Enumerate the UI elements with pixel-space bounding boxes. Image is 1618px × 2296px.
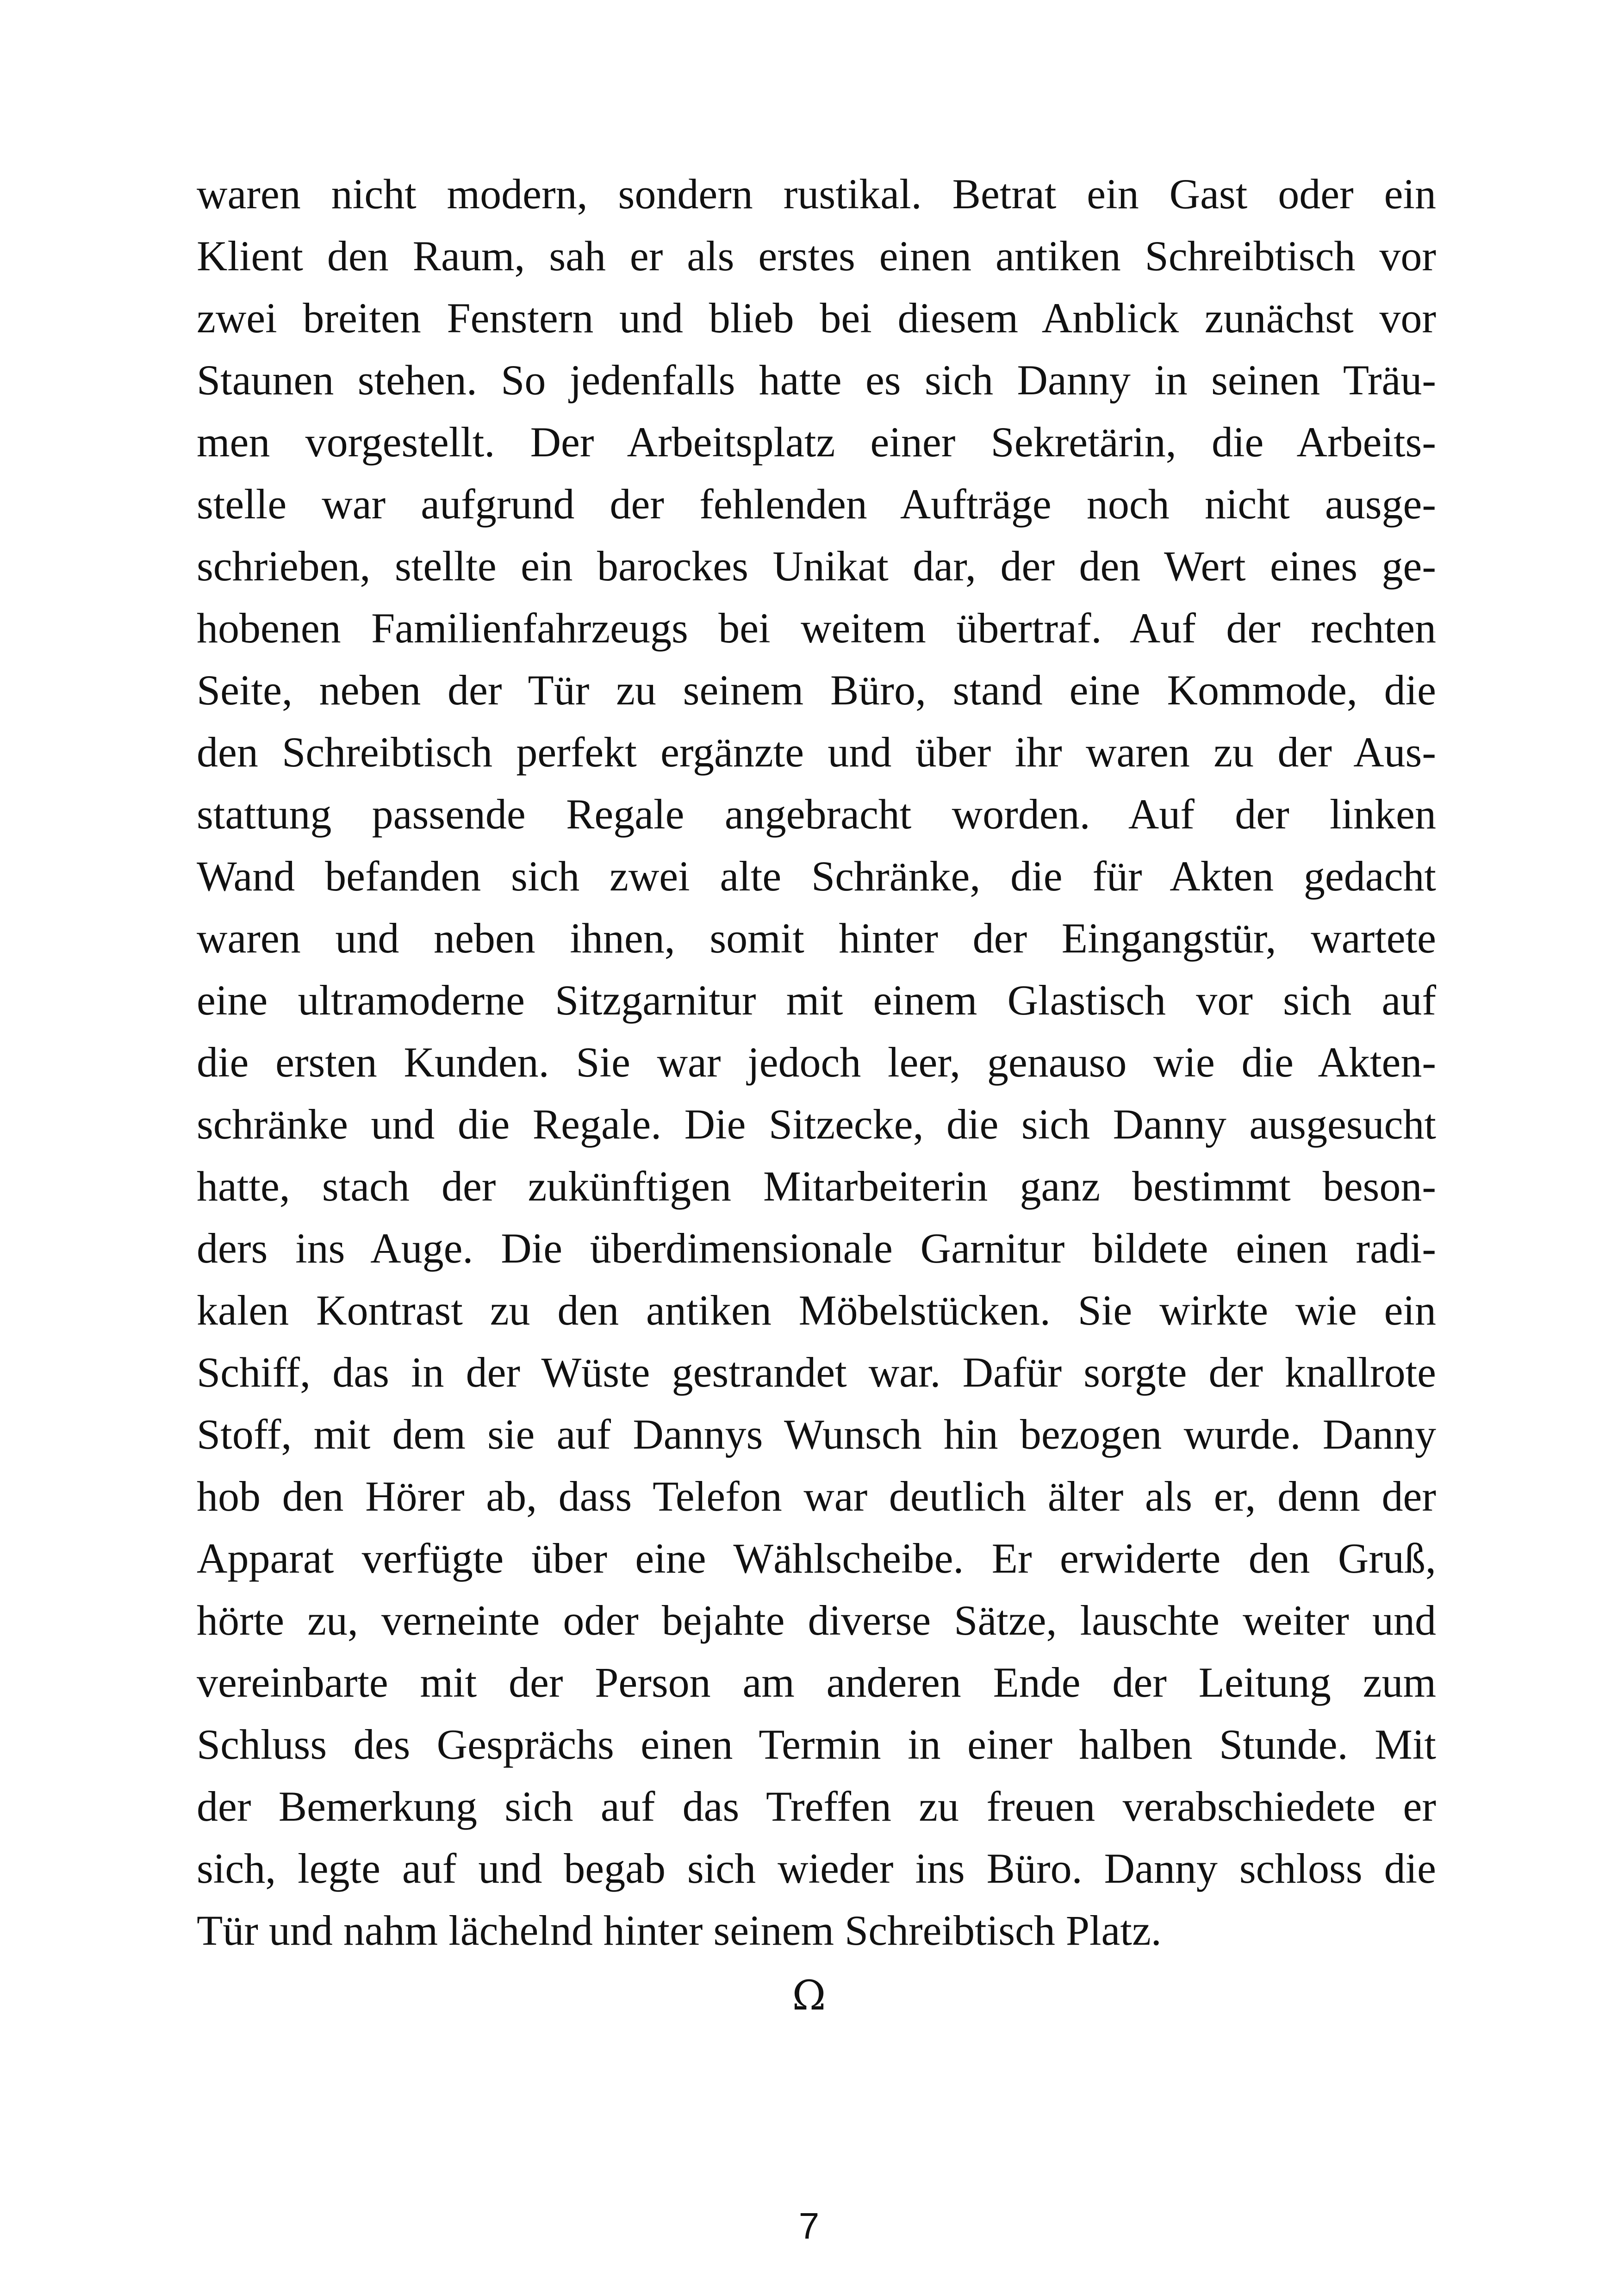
text-line: waren und neben ihnen, somit hinter der Eingangstür, wartete [197,915,1436,962]
text-line: stelle war aufgrund der fehlenden Aufträge noch nicht ausge- [197,480,1436,528]
section-end-mark: Ω [792,1972,826,2019]
text-line: eine ultramoderne Sitzgarnitur mit einem Glastisch vor sich auf [197,977,1436,1024]
text-line: schrieben, stellte ein barockes Unikat dar, der den Wert eines ge- [197,542,1436,590]
text-line: ders ins Auge. Die überdimensionale Garnitur bildete einen radi- [197,1225,1436,1272]
text-line: Klient den Raum, sah er als erstes einen antiken Schreibtisch vor [197,232,1436,280]
text-line: Stoff, mit dem sie auf Dannys Wunsch hin bezogen wurde. Danny [197,1411,1436,1458]
text-line: vereinbarte mit der Person am anderen Ende der Leitung zum [197,1659,1436,1706]
text-line: Seite, neben der Tür zu seinem Büro, stand eine Kommode, die [197,666,1436,714]
text-line: schränke und die Regale. Die Sitzecke, die sich Danny ausgesucht [197,1101,1436,1148]
text-line: waren nicht modern, sondern rustikal. Betrat ein Gast oder ein [197,170,1436,218]
text-line: hörte zu, verneinte oder bejahte diverse Sätze, lauschte weiter und [197,1597,1436,1644]
text-line: hob den Hörer ab, dass Telefon war deutlich älter als er, denn der [197,1473,1436,1520]
text-line: den Schreibtisch perfekt ergänzte und über ihr waren zu der Aus- [197,728,1436,776]
text-line: sich, legte auf und begab sich wieder ins Büro. Danny schloss die [197,1845,1436,1892]
text-line: Tür und nahm lächelnd hinter seinem Schreibtisch Platz. [197,1907,1162,1954]
text-line: hobenen Familienfahrzeugs bei weitem übertraf. Auf der rechten [197,604,1436,652]
text-line: men vorgestellt. Der Arbeitsplatz einer Sekretärin, die Arbeits- [197,418,1436,466]
text-line: Staunen stehen. So jedenfalls hatte es sich Danny in seinen Träu- [197,356,1436,404]
text-line: hatte, stach der zukünftigen Mitarbeiterin ganz bestimmt beson- [197,1163,1436,1210]
text-line: kalen Kontrast zu den antiken Möbelstücken. Sie wirkte wie ein [197,1287,1436,1334]
page-number: 7 [798,2205,820,2246]
body-text [197,163,1436,1961]
text-line: Schluss des Gesprächs einen Termin in einer halben Stunde. Mit [197,1721,1436,1768]
text-line: zwei breiten Fenstern und blieb bei diesem Anblick zunächst vor [197,294,1436,342]
text-line: Wand befanden sich zwei alte Schränke, die für Akten gedacht [197,852,1436,900]
text-line: stattung passende Regale angebracht worden. Auf der linken [197,790,1436,838]
text-line: Schiff, das in der Wüste gestrandet war. Dafür sorgte der knallrote [197,1349,1436,1396]
text-line: der Bemerkung sich auf das Treffen zu freuen verabschiedete er [197,1783,1436,1830]
text-line: die ersten Kunden. Sie war jedoch leer, genauso wie die Akten- [197,1039,1436,1086]
text-line: Apparat verfügte über eine Wählscheibe. Er erwiderte den Gruß, [197,1535,1436,1582]
